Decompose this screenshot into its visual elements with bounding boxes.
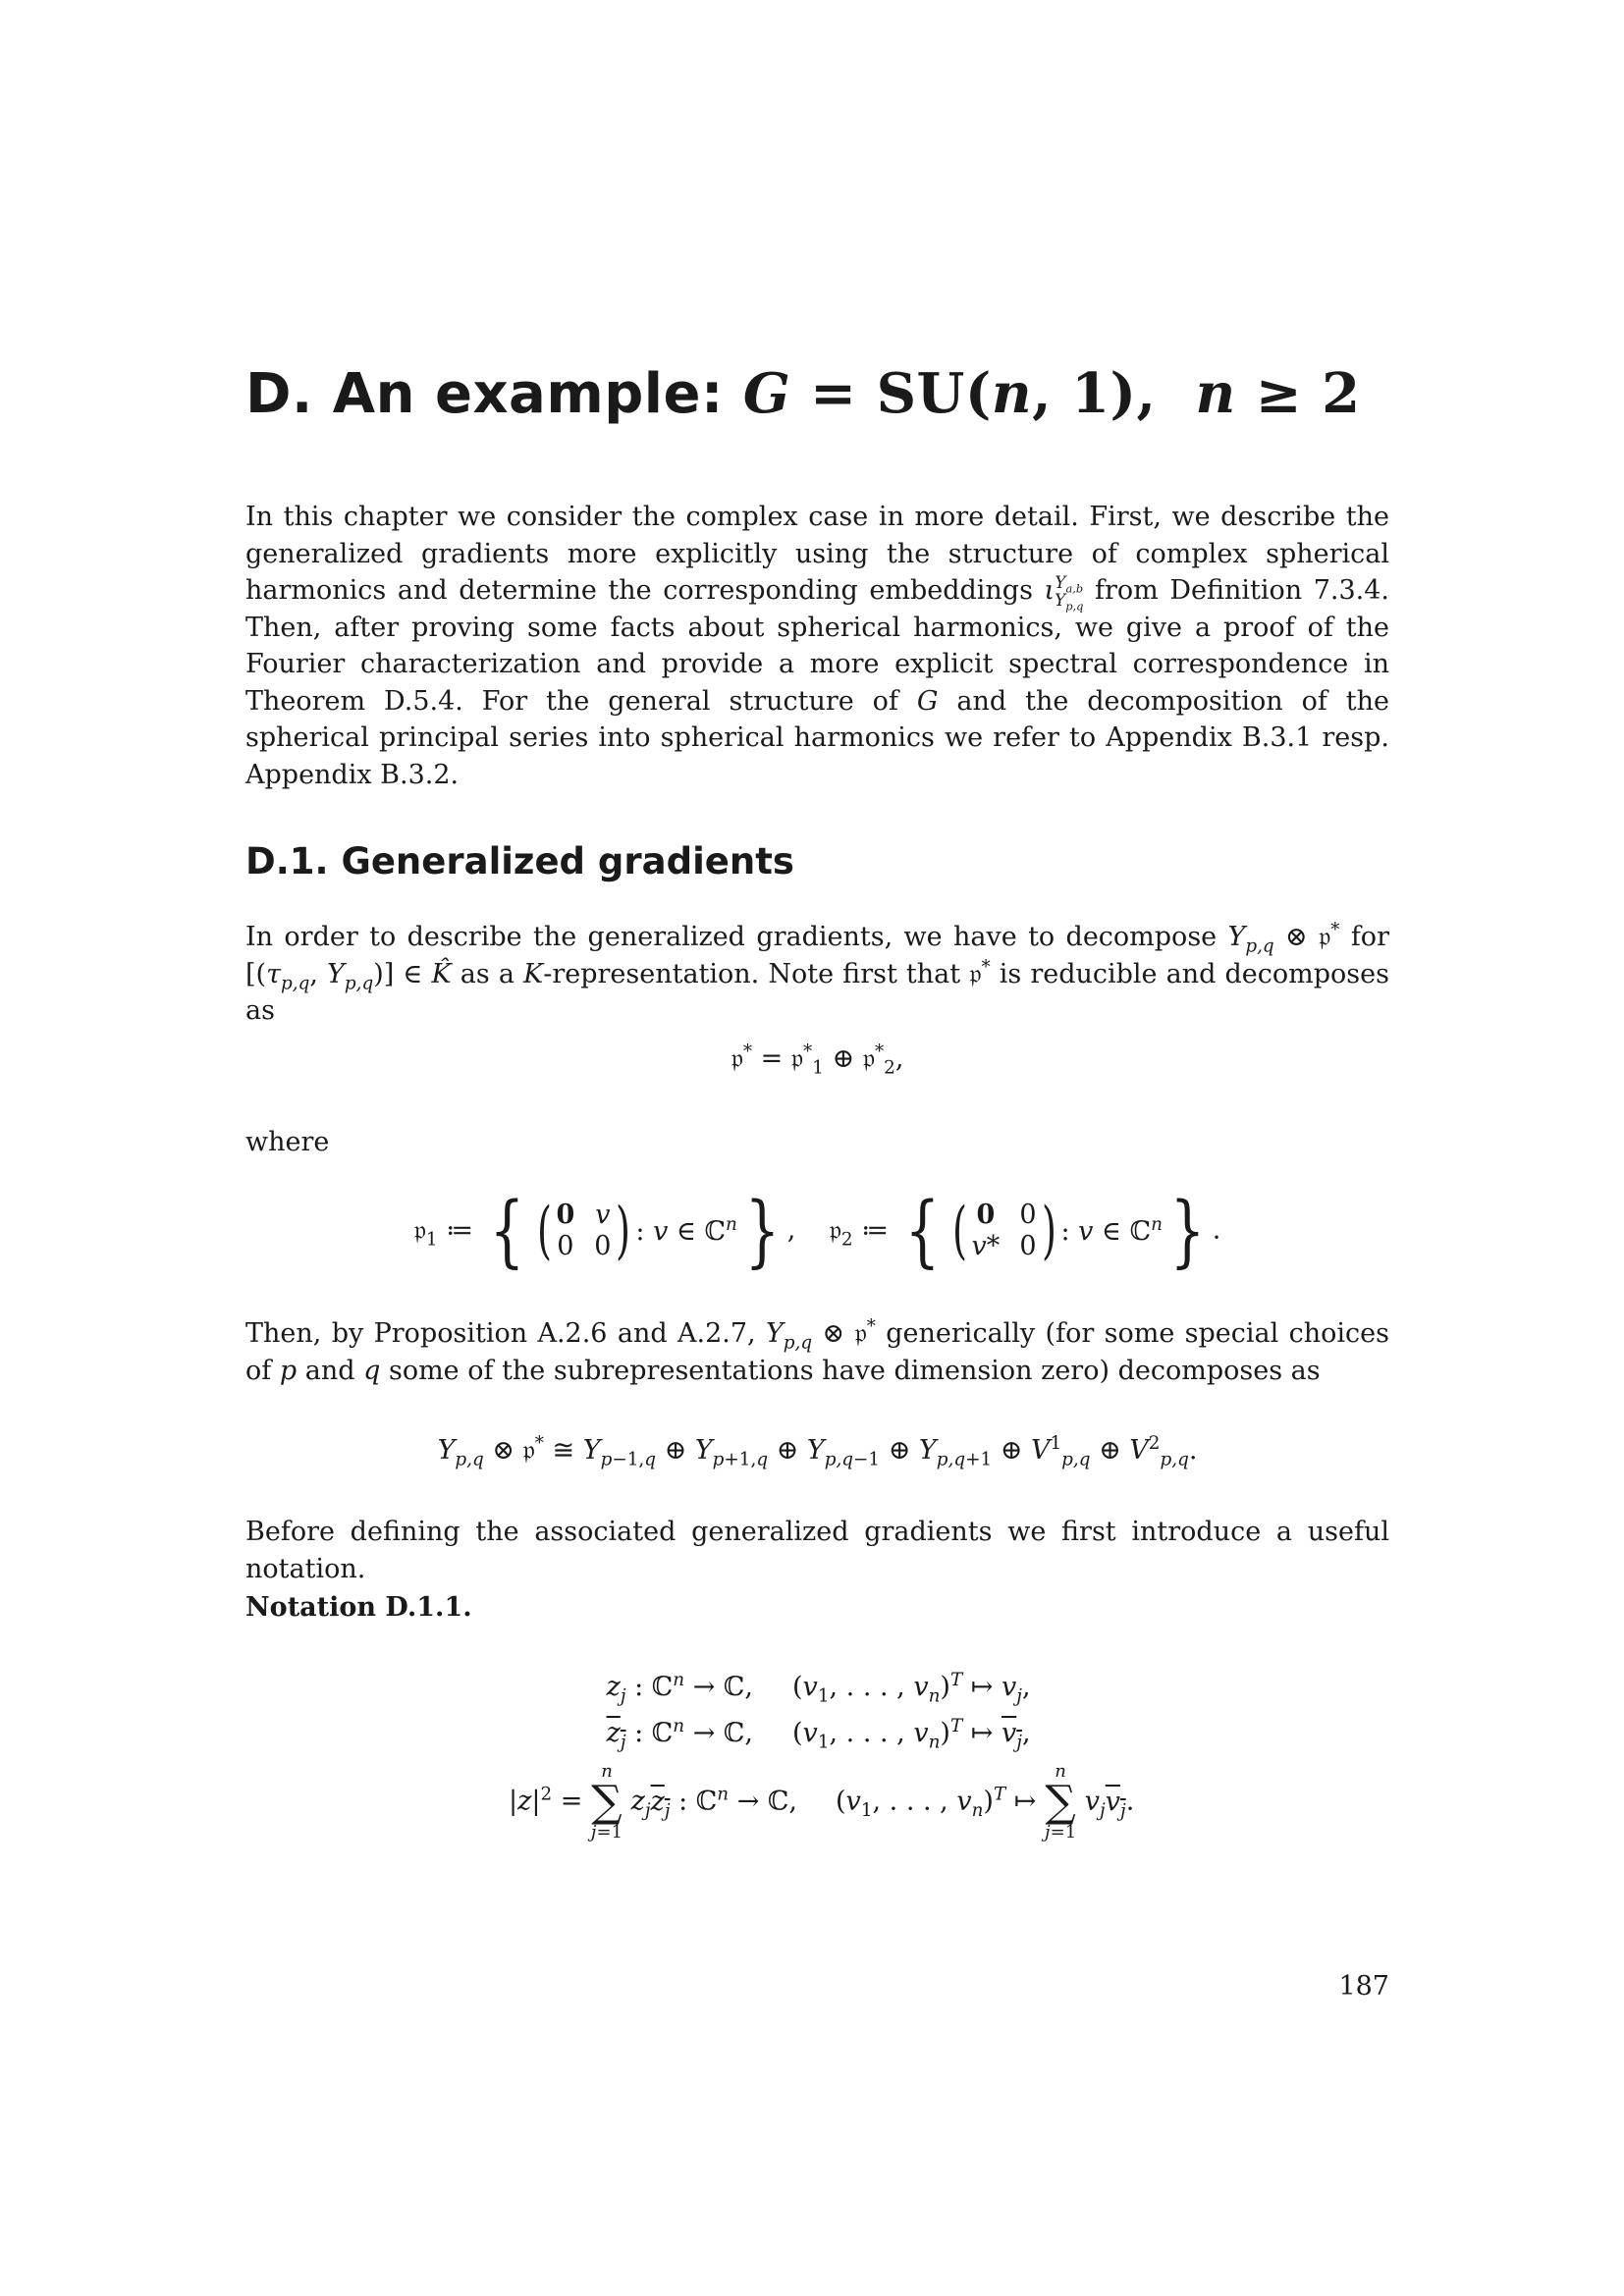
section-paragraph-1: In order to describe the generalized gradients, we have to decompose $Y_{p,q}$ ⊗ 𝔭* for [($\tau_{p,q}$, $Y_{p,q}$)] ∈ K̂ as a K-representation. Note first that 𝔭* is reducible and decomposes as <box>245 920 1389 1026</box>
p2-label: 𝔭$_2$ ≔ <box>829 1214 890 1250</box>
where-word: where <box>245 1127 330 1157</box>
p2-matrix <box>972 1201 1037 1261</box>
section-paragraph-2: Then, by Proposition A.2.6 and A.2.7, $Y_{p,q}$ ⊗ 𝔭* generically (for some special choices of p and q some of the subrepresentations have dimension zero) decomposes as <box>245 1316 1389 1386</box>
section-paragraph-3: Before defining the associated generalized gradients we first introduce a useful notation. <box>245 1517 1389 1584</box>
p2-matrix-cell: v* <box>971 1231 1001 1261</box>
equation-tensor-decomposition: $Y_{p,q}$ ⊗ 𝔭* ≅ $Y_{p-1,q}$ ⊕ $Y_{p+1,q}$ ⊕ $Y_{p,q-1}$ ⊕ $Y_{p,q+1}$ ⊕ $V^1_{p,q}$ ⊕ $V^2_{p,q}$. <box>437 1433 1198 1470</box>
section-title: D.1. Generalized gradients <box>245 840 794 882</box>
notation-lhs: $z_j$ : ℂ$^n$ → ℂ, <box>606 1670 753 1707</box>
p1-matrix <box>556 1201 611 1261</box>
chapter-title-text: D. An example: <box>245 362 724 426</box>
intro-paragraph: In this chapter we consider the complex case in more detail. First, we describe the generalized gradients more explicitly using the structure of complex spherical harmonics and determine the corresponding embeddings $\iota Y_{a,b}$ $Y_{p,q}$ from Definition 7.3.4. Then, after proving some facts about spherical harmonics, we give a proof of the Fourier characterization and provide a more explicit spectral correspondence in Theorem D.5.4. For the general structure of G and the decomposition of the spherical principal series into spherical harmonics we refer to Appendix B.3.1 resp. Appendix B.3.2. <box>245 502 1390 790</box>
notation-rhs: ($v_1$, . . . , $v_n)^T$ ↦ n ∑ j=1 $v_jv_j$. <box>836 1761 1135 1842</box>
p1-condition: : v ∈ ℂ$^n$ <box>635 1213 737 1247</box>
chapter-title <box>245 361 1361 426</box>
chapter-title-math: G = SU(n, 1), n ≥ 2 <box>742 361 1361 426</box>
p1-matrix-cell: 0 <box>557 1231 574 1261</box>
notation-title: Notation D.1.1. <box>245 1592 472 1623</box>
equation-p1-p2-definition: 𝔭$_1$ ≔ { ( 0 v 0 0 ) : v ∈ ℂ$^n$ } , 𝔭$_2$ ≔ { ( 0 0 v* 0 ) : v ∈ ℂ$^n$ } . <box>413 1185 1221 1276</box>
equation-p-star-decomposition: 𝔭* = 𝔭*$_1$ ⊕ 𝔭*$_2$, <box>731 1041 904 1079</box>
notation-rhs: ($v_1$, . . . , $v_n)^T$ ↦ $v_j$, <box>792 1670 1031 1707</box>
p2-condition: : v ∈ ℂ$^n$ <box>1060 1213 1163 1247</box>
p2-matrix-cell: 0 <box>976 1200 996 1230</box>
page <box>245 0 1389 2296</box>
p1-set: { ( 0 v 0 0 ) : v ∈ ℂ$^n$ } <box>489 1185 781 1276</box>
p2-set: { ( 0 0 v* 0 ) : v ∈ ℂ$^n$ } <box>904 1185 1206 1276</box>
p2-matrix-cell: 0 <box>1019 1231 1037 1261</box>
p2-matrix-cell: 0 <box>1019 1200 1037 1230</box>
p1-matrix-cell: 0 <box>594 1231 612 1261</box>
p1-label: 𝔭$_1$ ≔ <box>413 1214 473 1250</box>
notation-lhs: $z_j$ : ℂ$^n$ → ℂ, <box>606 1716 753 1753</box>
notation-rhs: ($v_1$, . . . , $v_n)^T$ ↦ $v_j$, <box>792 1716 1031 1753</box>
p1-matrix-cell: v <box>595 1200 611 1230</box>
page-number: 187 <box>1338 1971 1389 2002</box>
notation-lhs: $|z|^2$ = n ∑ j=1 $z_jz_j$ : ℂ$^n$ → ℂ, <box>508 1761 797 1842</box>
p1-matrix-cell: 0 <box>556 1200 575 1230</box>
